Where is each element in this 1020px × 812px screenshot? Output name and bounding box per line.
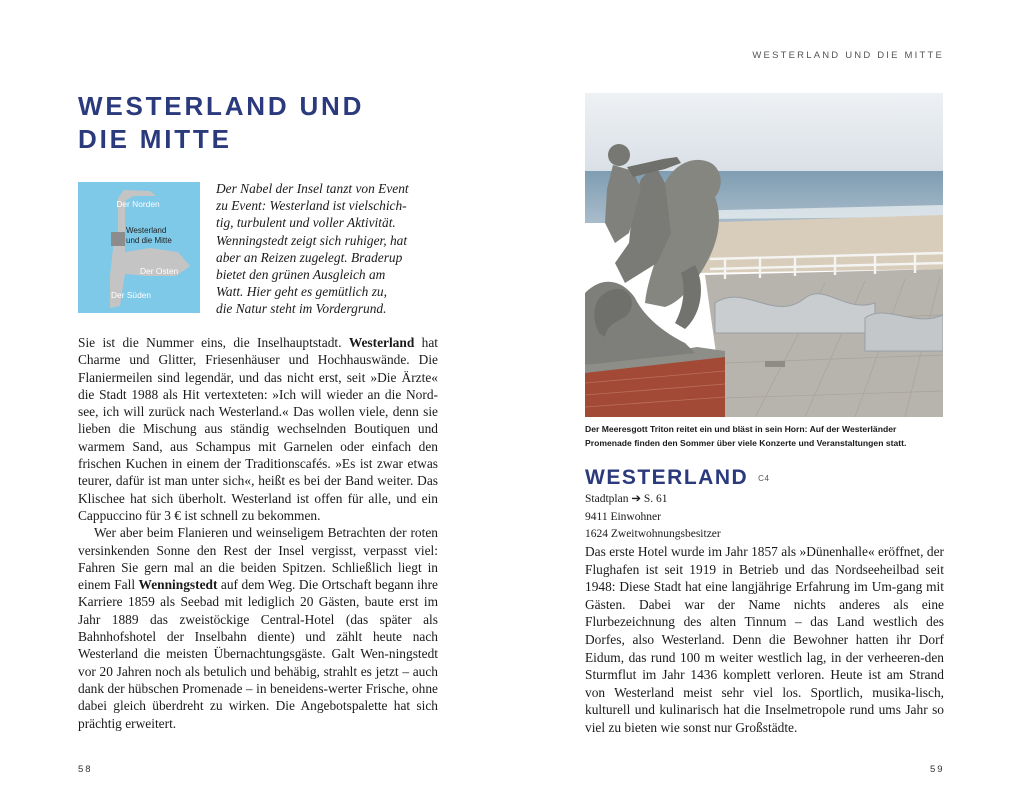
caption-line: Der Meeresgott Triton reitet ein und bläst in sein Horn: Auf der Westerländer: [585, 424, 897, 434]
intro-line: zu Event: Westerland ist vielschich-: [216, 198, 407, 214]
bold-place-westerland: Westerland: [348, 335, 415, 350]
map-label-westerland: Westerland: [126, 226, 167, 235]
map-highlight-westerland: [111, 232, 125, 246]
paragraph: [78, 524, 438, 732]
map-label-westerland-2: und die Mitte: [126, 236, 172, 245]
intro-line: Wenningstedt zeigt sich ruhiger, hat: [216, 232, 408, 248]
right-body-text: Das erste Hotel wurde im Jahr 1857 als »Dünenhalle« eröffnet, der Flughafen ist seit 1919 in Betrieb und das Nordseeheilbad seit 1948: Diese Stadt hat eine langjährige Erfahrung im Um-gang mit Gästen. Dabei war der Name nichts anderes als eine Flurbezeichnung des alten Tinnum – das Land westlich des Dorfes, also Westerland. Denn die Bewohner hatten ihr Dorf Eidum, das rund 100 m weiter westlich lag, in der verheeren-den Sturmflut im Jahr 1436 komplett verloren. Heute ist am Strand von Westerland meist sehr viel los. Sportlich, musika-lisch, kulturell und kulinarisch hat die Inselmetropole rund ums Jahr so viel zu bieten wie sonst nur Großstädte.: [585, 544, 944, 735]
chapter-title-line-2: DIE MITTE: [78, 124, 232, 154]
photo-caption: [585, 423, 947, 450]
chapter-title: [78, 90, 458, 156]
photo-drain: [765, 361, 785, 367]
map-label-norden: Der Norden: [116, 199, 160, 209]
intro-line: die Natur steht im Vordergrund.: [216, 301, 387, 317]
map-label-sueden: Der Süden: [111, 290, 152, 300]
text-run: auf dem Weg. Die Ortschaft begann ihre Karriere 1859 als Seebad mit lediglich 20 Gästen, baute erst im Jahr 1889 das zweistöckige Central-Hotel (das später als Bahnhofshotel der Inselbahn diente) und zählt heute nach Westerland die meisten Übernachtungsgäste. Galt Wen-ningstedt vor 20 Jahren noch als betulich und behäbig, strahlt es jetzt – auch dank der hübschen Promenade – in beneidens-werter Frische, ohne dabei gleich überdreht zu wirken. Die Angebotspalette hat sich prächtig erweitert.: [78, 577, 438, 731]
chapter-title-line-1: WESTERLAND UND: [78, 91, 365, 121]
text-run: Sie ist die Nummer eins, die Inselhauptstadt.: [78, 335, 349, 350]
photo-wave-wall-2: [865, 313, 943, 351]
caption-line: Promenade finden den Sommer über viele Konzerte und Veranstaltungen statt.: [585, 437, 907, 448]
section-meta: [585, 491, 945, 544]
second-home-owners: 1624 Zweitwohnungsbesitzer: [585, 528, 721, 541]
intro-text: [216, 180, 438, 318]
section-title-text: WESTERLAND: [585, 466, 749, 489]
bold-place-wenningstedt: Wenningstedt: [138, 577, 218, 593]
photo-sky: [585, 93, 943, 171]
intro-line: Der Nabel der Insel tanzt von Event: [216, 181, 409, 196]
intro-line: tig, turbulent und voller Aktivität.: [216, 215, 396, 231]
stadtplan-reference: Stadtplan ➔ S. 61: [585, 493, 668, 505]
population: 9411 Einwohner: [585, 510, 661, 523]
section-title: [585, 466, 769, 490]
page-number-left: 58: [78, 764, 93, 775]
map-label-osten: Der Osten: [140, 266, 179, 276]
locator-map: [78, 182, 200, 313]
intro-line: bietet den grünen Ausgleich am: [216, 267, 386, 283]
triton-statue-photo: [585, 93, 943, 417]
grid-reference: C4: [758, 473, 770, 483]
text-run: Wer aber beim Flanieren und weinseligem Betrachten der roten versinkenden Sonne den Rest der Insel vergisst, verpasst viel: Fahren Sie gern mal an die beiden Spitzen. Schließlich liegt in einem Fall: [78, 525, 438, 593]
text-run: hat Charme und Glitter, Friesenhäuser und Hochhauswände. Die Flaniermeilen sind legendär, und das nicht erst, seit »Die Ärzte« die Stadt 1988 als Hit vertexteten: »Ich will wieder an die Nord-see, ich will zurück nach Westerland.« Das wollen viele, denn sie lieben die Mischung aus ständig wechselnden Boutiquen und warmem Sand, aus Schampus mit Garnelen oder einfach den frischen Kuchen in einem der Traditionscafés. »Es ist zwar etwas teurer, dafür ist man unter sich«, heißt es bei der Band weiter. Das Klischee hat sich überholt. Westerland ist offen für alle, und ein Cappuccino für 3 € ist schnell zu bekommen.: [78, 335, 438, 523]
paragraph: [78, 334, 438, 524]
intro-line: aber an Reizen zugelegt. Braderup: [216, 249, 403, 265]
page-number-right: 59: [930, 764, 945, 775]
left-body-text: [78, 334, 438, 732]
running-head: WESTERLAND UND DIE MITTE: [752, 50, 944, 61]
intro-line: Watt. Hier geht es gemütlich zu,: [216, 284, 387, 300]
